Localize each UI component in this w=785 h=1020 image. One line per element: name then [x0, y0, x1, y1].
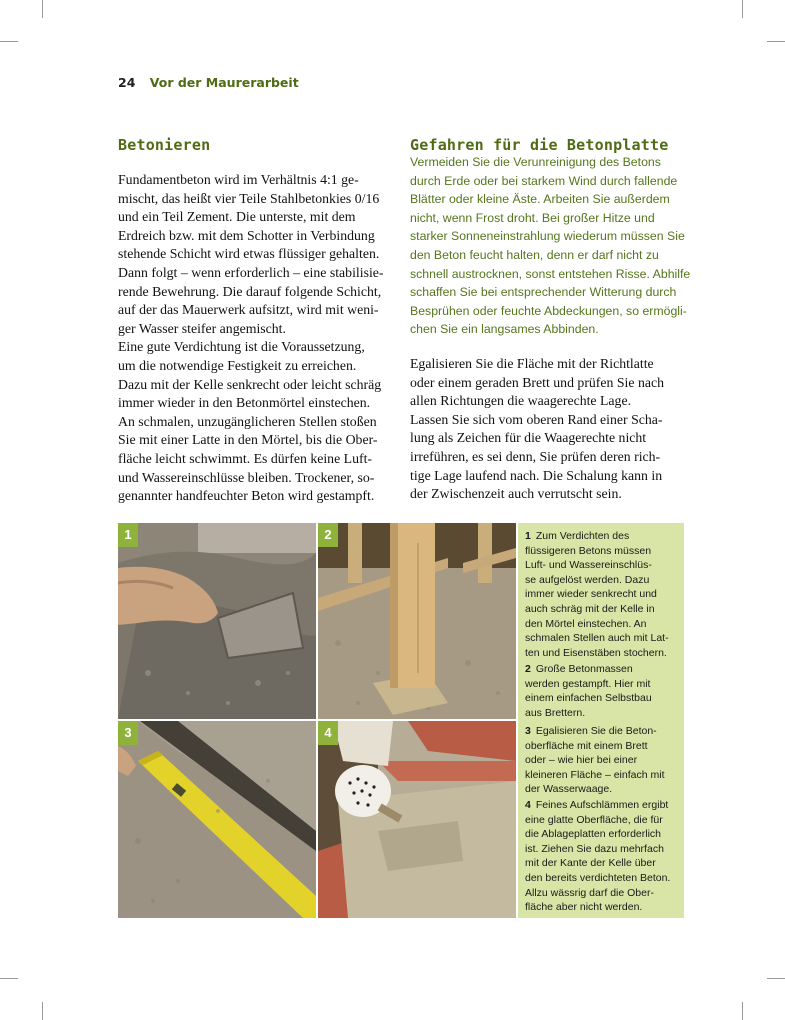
text-line: Besprühen oder feuchte Abdeckungen, so ermögli-: [410, 303, 687, 318]
caption-line: oberfläche mit einem Brett: [525, 739, 648, 752]
caption-line: kleineren Fläche – einfach mit: [525, 768, 665, 781]
text-line: rende Bewehrung. Die darauf folgende Schicht,: [118, 283, 382, 299]
crop-mark: [42, 0, 43, 18]
caption-line: eine glatte Oberfläche, die für: [525, 813, 663, 826]
caption-line: aus Brettern.: [525, 706, 586, 719]
caption-2: [525, 662, 685, 720]
text-line: Lassen Sie sich vom oberen Rand einer Scha-: [410, 411, 663, 427]
heading-gefahren: Gefahren für die Betonplatte: [410, 136, 669, 154]
photo-4-illustration: [318, 721, 516, 918]
text-line: genannter handfeuchter Beton wird gestampft.: [118, 488, 375, 504]
text-line: oder einem geraden Brett und prüfen Sie nach: [410, 374, 664, 390]
crop-mark: [0, 978, 18, 979]
text-line: Blätter oder kleine Äste. Arbeiten Sie außerdem: [410, 192, 670, 207]
text-line: Eine gute Verdichtung ist die Voraussetzung,: [118, 339, 365, 355]
caption-line: Zum Verdichten des: [535, 530, 630, 542]
right-body-text: [410, 355, 695, 504]
caption-line: oder – wie hier bei einer: [525, 754, 638, 767]
caption-1: [525, 529, 685, 660]
caption-number: 4: [525, 799, 531, 811]
crop-mark: [767, 41, 785, 42]
text-line: nicht, wenn Frost droht. Bei großer Hitze und: [410, 210, 655, 225]
photo-badge: 4: [318, 721, 338, 745]
photo-2-tamping: [318, 523, 516, 719]
text-line: durch Erde oder bei starkem Wind durch fallende: [410, 173, 678, 188]
crop-mark: [742, 0, 743, 18]
text-line: An schmalen, unzugänglicheren Stellen stoßen: [118, 413, 377, 429]
photo-4-slurry-finish: [318, 721, 516, 918]
text-line: den Beton feucht halten, denn er darf nicht zu: [410, 247, 659, 262]
text-line: um die notwendige Festigkeit zu erreichen.: [118, 357, 357, 373]
caption-line: Egalisieren Sie die Beton-: [535, 725, 657, 737]
caption-line: fläche aber nicht werden.: [525, 901, 643, 914]
text-line: Sie mit einer Latte in den Mörtel, bis die Ober-: [118, 432, 378, 448]
text-line: und ein Teil Zement. Die unterste, mit dem: [118, 209, 356, 225]
caption-line: se aufgelöst werden. Dazu: [525, 573, 650, 586]
photo-badge: 1: [118, 523, 138, 547]
photo-3-spirit-level: [118, 721, 316, 918]
caption-line: immer wieder senkrecht und: [525, 588, 657, 601]
caption-line: den Mörtel einstechen. An: [525, 617, 647, 630]
text-line: ger Wasser steifer angemischt.: [118, 320, 286, 336]
caption-line: einem einfachen Selbstbau: [525, 692, 652, 705]
page-number: 24: [118, 75, 136, 90]
section-title: Vor der Maurerarbeit: [149, 75, 299, 90]
left-body-text: [118, 171, 393, 506]
photo-badge: 2: [318, 523, 338, 547]
caption-4: [525, 798, 685, 915]
text-line: Fundamentbeton wird im Verhältnis 4:1 ge-: [118, 172, 359, 187]
caption-number: 1: [525, 530, 531, 542]
text-line: irreführen, es sei denn, Sie prüfen deren rich-: [410, 448, 661, 464]
caption-line: Allzu wässrig darf die Ober-: [525, 886, 654, 899]
running-header: [118, 75, 299, 90]
photo-1-trowel-compacting: [118, 523, 316, 719]
caption-line: mit der Kante der Kelle über: [525, 857, 656, 870]
photo-2-illustration: [318, 523, 516, 719]
photo-3-illustration: [118, 721, 316, 918]
caption-line: die Ablageplatten erforderlich: [525, 828, 662, 841]
hazard-text: [410, 153, 695, 339]
text-line: Egalisieren Sie die Fläche mit der Richtlatte: [410, 356, 654, 371]
caption-3: [525, 724, 685, 797]
text-line: starker Sonneneinstrahlung wiederum müssen Sie: [410, 229, 685, 244]
text-line: Erdreich bzw. mit dem Schotter in Verbindung: [118, 227, 375, 243]
crop-mark: [767, 978, 785, 979]
text-line: lung als Zeichen für die Waagerechte nicht: [410, 430, 647, 446]
text-line: der Zwischenzeit auch verrutscht sein.: [410, 486, 622, 502]
crop-mark: [742, 1002, 743, 1020]
text-line: tige Lage laufend nach. Die Schalung kann in: [410, 467, 663, 483]
text-line: auf der das Mauerwerk aufsitzt, wird mit weni-: [118, 302, 379, 318]
crop-mark: [0, 41, 18, 42]
caption-line: auch schräg mit der Kelle in: [525, 602, 655, 615]
heading-betonieren: Betonieren: [118, 136, 211, 154]
caption-line: ten und Eisenstäben stochern.: [525, 646, 667, 659]
photo-1-illustration: [118, 523, 316, 719]
text-line: schnell austrocknen, sonst entstehen Risse. Abhilfe: [410, 266, 691, 281]
caption-number: 2: [525, 663, 531, 675]
text-line: schaffen Sie bei entsprechender Witterung durch: [410, 285, 677, 300]
text-line: Vermeiden Sie die Verunreinigung des Betons: [410, 155, 661, 169]
caption-line: flüssigeren Betons müssen: [525, 544, 652, 557]
crop-mark: [42, 1002, 43, 1020]
caption-line: Feines Aufschlämmen ergibt: [535, 799, 669, 811]
text-line: immer wieder in den Betonmörtel einstechen.: [118, 395, 371, 411]
text-line: und Wassereinschlüsse bleiben. Trockener, so-: [118, 469, 375, 485]
photo-badge: 3: [118, 721, 138, 745]
caption-number: 3: [525, 725, 531, 737]
text-line: mischt, das heißt vier Teile Stahlbetonkies 0/16: [118, 190, 380, 206]
caption-line: den bereits verdichteten Beton.: [525, 871, 671, 884]
text-line: Dann folgt – wenn erforderlich – eine stabilisie-: [118, 264, 384, 280]
text-line: fläche leicht schwimmt. Es dürfen keine Luft-: [118, 450, 373, 466]
text-line: Dazu mit der Kelle senkrecht oder leicht schräg: [118, 376, 382, 392]
text-line: allen Richtungen die waagerechte Lage.: [410, 393, 632, 409]
caption-line: Große Betonmassen: [535, 663, 633, 675]
caption-line: der Wasserwaage.: [525, 783, 613, 796]
text-line: chen Sie ein langsames Abbinden.: [410, 322, 599, 337]
caption-line: ist. Ziehen Sie dazu mehrfach: [525, 842, 664, 855]
caption-line: schmalen Stellen auch mit Lat-: [525, 632, 669, 645]
text-line: stehende Schicht wird etwas flüssiger gehalten.: [118, 246, 380, 262]
caption-line: werden gestampft. Hier mit: [525, 677, 651, 690]
caption-line: Luft- und Wassereinschlüs-: [525, 559, 652, 572]
